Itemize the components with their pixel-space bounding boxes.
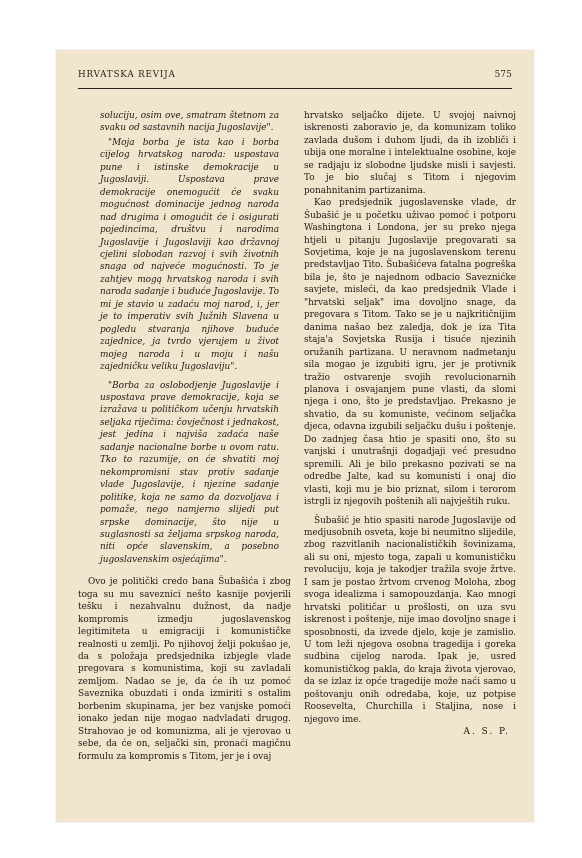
page-number: 575 [494,70,512,80]
body-paragraph: Ovo je politički credo bana Šubašića i zbog toga su mu saveznici nešto kasnije povjerili tešku i nezahvalnu dužnost, da nadje kompromis izmedju jugoslavenskog legitimiteta u emigraciji i komunističke realnosti u zemlji. Po njihovoj želji pokušao je, da s položaja predsjednika izbjegle vlade pregovara s komunistima, koji su zavladali zemljom. Nadao se je, da će ih uz pomoć Saveznika obuzdati i onda izmiriti s ostalim borbenim skupinama, jer bez vanjske pomoći ionako jedan nije mogao nadvladati drugog. Strahovao je od komunizma, ali je vjerovao u sebe, da će on, seljački sin, pronaći magičnu formulu za kompromis s Titom, jer je i ovaj [78,577,291,762]
header-rule [78,88,512,89]
quote-paragraph: "Borba za oslobodjenje Jugoslavije i uspostava prave demokracije, koja se izražava u političkom učenju hrvatskih seljaka riječima: čovječnost i jednakost, jest jedina i najviša zadaća naše sadanje nacionalne borbe u ovom ratu. Tko to razumije, on će shvatiti moj nekompromisni stav protiv sadanje vlade Jugoslavije, i njezine sadanje politike, koja ne samo da dozvoljava i pomaže, nego namjerno slijedi put srpske dominacije, što nije u suglasnosti sa željama srpskog naroda, niti opće slavenskim, a posebno jugoslavenskim osjećajima". [100,380,279,565]
quote-paragraph: "Moja borba je ista kao i borba cijelog hrvatskog naroda: uspostava pune i istinske demokracije u Jugoslaviji. Uspostava prave demokracije onemogućit će svaku mogućnost dominacije jednog naroda nad drugima i omogućit će i osigurati pojedincima, društvu i narodima Jugoslavije i Jugoslaviji kao državnoj cjelini slobodan razvoj i svih životnih snaga od najveće mogućnosti. To je zahtjev mogą hrvatskog naroda i svih naroda sadanje i buduće Jugoslavije. To mi je stavio u zadaću moj narod, i, jer je to imperativ svih Južnih Slavena u pogledu stvaranja njihove buduće zajednice, ja tvrdo vjerujem u život mojeg naroda i u moju i našu zajedničku veliku Jugoslaviju". [100,137,279,373]
body-paragraph: Kao predsjednik jugoslavenske vlade, dr Šubašić je u početku uživao pomoć i potporu Washingtona i Londona, jer su preko njega htjeli u pitanju Jugoslavije pregovarati sa Sovjetima, koje je na jugoslavenskom terenu predstavljao Tito. Šubašićeva fatalna pogreška bila je, što je najednom odbacio Saveznićke savjete, misleći, da kao predsjednik Vlade i "hrvatski seljak" ima dovoljno snage, da pregovara s Titom. Tako se je u najkritičnijim danima našao bez zaledja, dok je iza Tita staja'a Sovjetska Rusija i tisuće njezinih oružanih partizana. U neravnom nadmetanju sila mogao je izgubiti igru, jer je protivnik tražio ostvarenje svojih revolucionarnih planova i osvajanjem pune vlasti, da slomi njega i ono, što je predstavljao. Prekasno je shvatio, da su komuniste, većinom seljačka djeca, odavna izgubili seljačku dušu i poštenje. Do zadnjeg časa htio je spasiti ono, što su vanjski i unutrašnji dogadjaji već presudno spremili. Ali je bilo prekasno pozivati se na odredbe Jalte, kad su komunisti i onaj dio vlasti, koji mu je bio priznat, silom i terorom istrgli iz njegovih poštenih ali najvještih ruku. [304,198,516,508]
document-page [56,50,534,822]
journal-title: HRVATSKA REVIJA [78,70,176,80]
quote-paragraph: soluciju, osim ove, smatram štetnom za svaku od sastavnih nacija Jugoslavije". [100,111,279,134]
body-paragraph: Šubašić je htio spasiti narode Jugoslavije od medjusobnih osveta, koje bi neumitno slijedile, zbog razvitlanih nacionalističkih šovinizama, ali su oni, mjesto toga, zapali u komunističku revoluciju, koja je takodjer tražila svoje žrtve. I sam je postao žrtvom crvenog Moloha, zbog svoga idealizma i samopouzdanja. Kao mnogi hrvatski političar u prošlosti, on uza svu iskrenost i poštenje, nije imao dovoljno snage i sposobnosti, da izvede djelo, koje je zamislio. U tom leži njegova osobna tragedija i goreka sudbina cijelog naroda. Ipak je, usred komunističkog pakla, do kraja života vjerovao, da se izlaz iz opće tragedije može naći samo u poštovanju onih odredaba, koje, uz potpise Roosevelta, Churchilla i Staljina, nose i njegovo ime. [304,515,516,725]
left-column [78,110,291,763]
body-paragraph: hrvatsko seljačko dijete. U svojoj naivnoj iskrenosti zaboravio je, da komunizam toliko zavlada dušom i duhom ljudi, da ih izobliči i ubija one moralne i intelektualne osobine, koje se radjaju iz slobodne ljudske misli i savjesti. To je bio slučaj s Titom i njegovim ponahnitanim partizanima. [304,111,516,196]
author-signature: A. S. P. [463,727,510,738]
body-text [78,576,291,763]
quoted-statement [78,110,291,566]
running-header [78,68,512,84]
right-column [304,110,516,739]
